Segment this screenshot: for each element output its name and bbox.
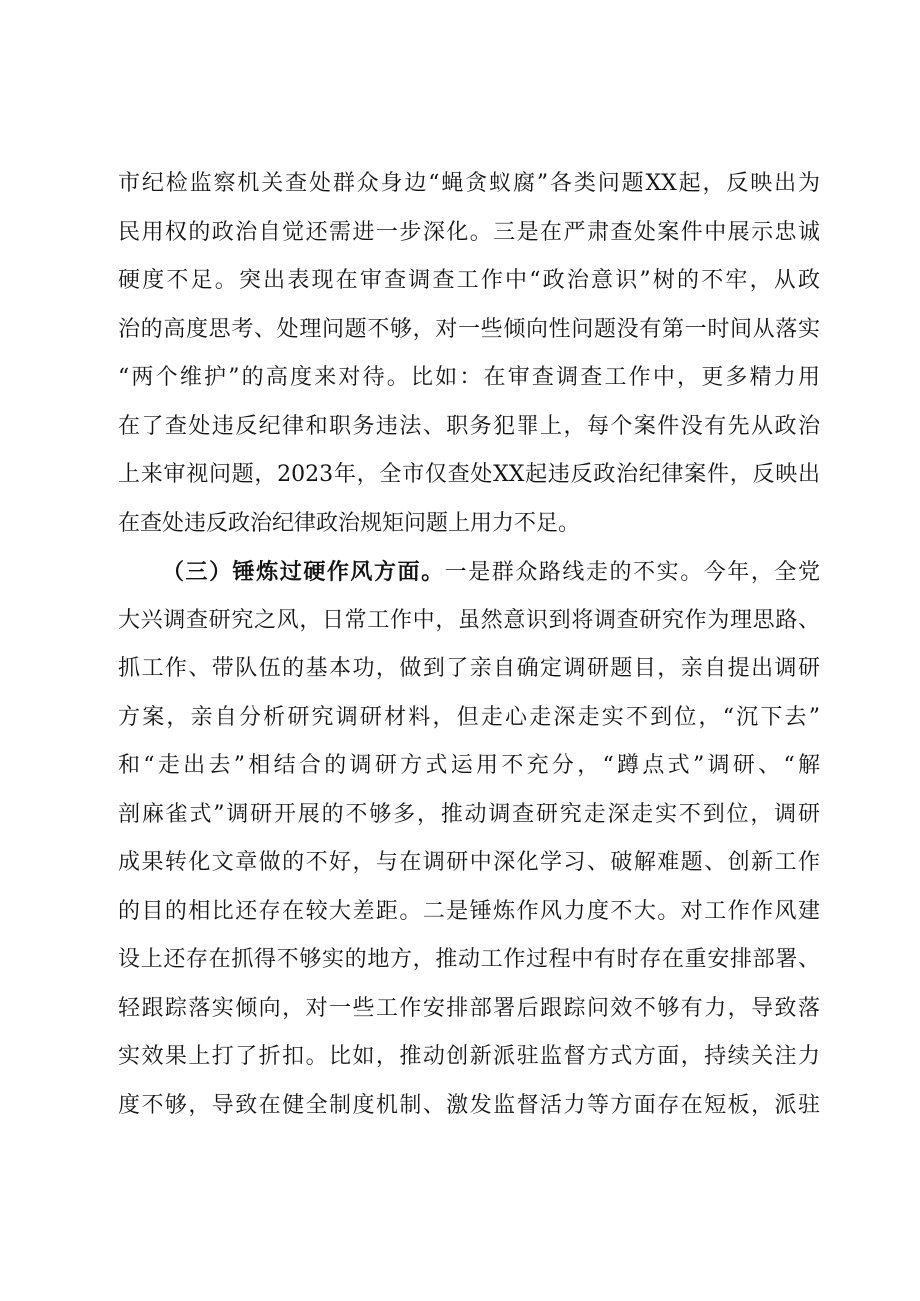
text-line: 抓工作、带队伍的基本功，做到了亲自确定调研题目，亲自提出调研 — [118, 656, 820, 681]
text-line: 民用权的政治自觉还需进一步深化。三是在严肃查处案件中展示忠诚 — [118, 219, 820, 245]
text-line: 轻跟踪落实倾向，对一些工作安排部署后跟踪问效不够有力，导致落 — [118, 995, 820, 1021]
text-line: “两个维护”的高度来对待。比如：在审查调查工作中，更多精力用 — [118, 365, 820, 390]
section-heading: （三）锤炼过硬作风方面。 — [162, 559, 445, 585]
text-line: 在了查处违反纪律和职务违法、职务犯罪上，每个案件没有先从政治 — [118, 413, 820, 439]
text-line-first — [118, 548, 820, 597]
document-body — [118, 160, 820, 1130]
text-line: 硬度不足。突出表现在审查调查工作中“政治意识”树的不牢，从政 — [118, 268, 820, 293]
text-line: 剖麻雀式”调研开展的不够多，推动调查研究走深走实不到位，调研 — [118, 801, 820, 827]
text-line: 成果转化文章做的不好，与在调研中深化学习、破解难题、创新工作 — [118, 850, 820, 875]
text-line: 市纪检监察机关查处群众身边“蝇贪蚁腐”各类问题XX起，反映出为 — [118, 171, 820, 196]
paragraph-1 — [118, 160, 820, 548]
paragraph-2 — [118, 548, 820, 1130]
text-line: 上来审视问题，2023年，全市仅查处XX起违反政治纪律案件，反映出 — [118, 462, 820, 487]
text-line: 和“走出去”相结合的调研方式运用不充分，“蹲点式”调研、“解 — [118, 753, 820, 778]
text-run: 一是群众路线走的不实。今年，全党 — [444, 560, 820, 585]
text-line: 在查处违反政治纪律政治规矩问题上用力不足。 — [118, 510, 581, 536]
text-line: 方案，亲自分析研究调研材料，但走心走深走实不到位，“沉下去” — [118, 704, 820, 730]
text-line: 的目的相比还存在较大差距。二是锤炼作风力度不大。对工作作风建 — [118, 898, 820, 924]
text-line: 治的高度思考、处理问题不够，对一些倾向性问题没有第一时间从落实 — [118, 316, 820, 342]
text-line: 度不够，导致在健全制度机制、激发监督活力等方面存在短板，派驻 — [118, 1092, 820, 1118]
text-line: 设上还存在抓得不够实的地方，推动工作过程中有时存在重安排部署、 — [118, 947, 820, 972]
text-line: 大兴调查研究之风，日常工作中，虽然意识到将调查研究作为理思路、 — [118, 607, 820, 633]
text-line: 实效果上打了折扣。比如，推动创新派驻监督方式方面，持续关注力 — [118, 1044, 820, 1069]
